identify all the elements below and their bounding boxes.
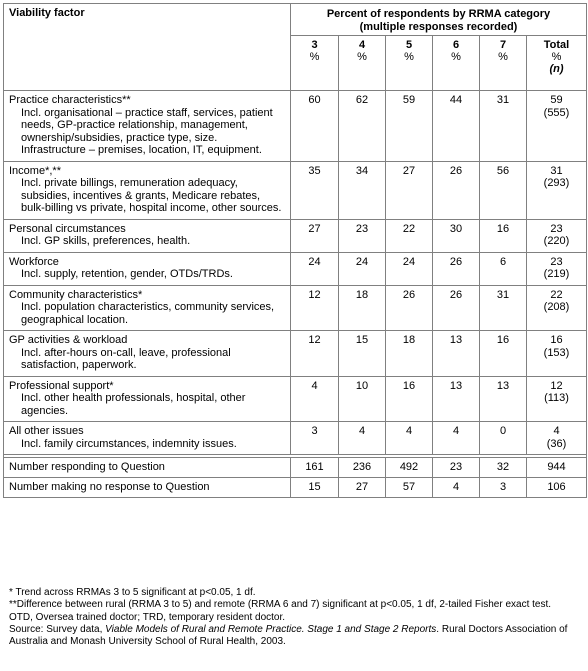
value-cell: 10	[339, 376, 386, 422]
value-cell: 16	[480, 219, 527, 252]
summary-total: 944	[527, 458, 587, 478]
value-cell: 30	[433, 219, 480, 252]
viability-table	[3, 3, 587, 498]
summary-label: Number making no response to Question	[4, 478, 291, 498]
factor-detail: Incl. supply, retention, gender, OTDs/TRDs.	[21, 268, 233, 280]
total-n: (113)	[544, 392, 569, 404]
table-row	[4, 252, 587, 285]
factor-detail: Incl. population characteristics, community services, geographical location.	[21, 301, 275, 326]
col-label: 4	[358, 39, 366, 51]
col-header-6	[433, 36, 480, 91]
factor-cell	[4, 285, 291, 331]
table-row	[4, 376, 587, 422]
total-cell	[527, 252, 587, 285]
factor-title: All other issues	[9, 425, 84, 437]
summary-row	[4, 478, 587, 498]
footnotes	[9, 587, 584, 648]
source-suffix: . Rural Doctors Association of Australia and Monash University School of Rural Health, 2003.	[9, 623, 568, 648]
value-cell: 26	[386, 285, 433, 331]
summary-value: 161	[291, 458, 339, 478]
percent-title: Percent of respondents by RRMA category	[326, 8, 551, 20]
value-cell: 12	[291, 331, 339, 377]
value-cell: 59	[386, 91, 433, 162]
total-value: 59	[550, 94, 563, 106]
table-row	[4, 161, 587, 219]
summary-total: 106	[527, 478, 587, 498]
col-header-total	[527, 36, 587, 91]
col-label: 6	[452, 39, 460, 51]
factor-title: Personal circumstances	[9, 222, 126, 235]
total-cell	[527, 422, 587, 455]
total-n: (153)	[543, 346, 570, 359]
value-cell: 3	[291, 422, 339, 455]
col-unit: %	[357, 51, 367, 63]
factor-title: GP activities & workload	[9, 334, 128, 346]
value-cell: 31	[480, 91, 527, 162]
footnote-abbreviations: OTD, Oversea trained doctor; TRD, temporary resident doctor.	[9, 611, 286, 623]
value-cell: 16	[386, 376, 433, 422]
total-cell	[527, 219, 587, 252]
table-body	[4, 91, 587, 498]
summary-value: 236	[339, 458, 386, 478]
value-cell: 16	[480, 331, 527, 377]
factor-detail: Incl. GP skills, preferences, health.	[21, 235, 191, 247]
summary-value: 4	[433, 478, 480, 498]
factor-title: Workforce	[9, 255, 59, 268]
value-cell: 24	[291, 252, 339, 285]
total-n: (293)	[543, 177, 570, 189]
value-cell: 18	[386, 331, 433, 377]
value-cell: 23	[339, 219, 386, 252]
total-value: 23	[550, 255, 563, 268]
total-value: 4	[553, 425, 560, 437]
col-header-4	[339, 36, 386, 91]
summary-row	[4, 458, 587, 478]
value-cell: 13	[433, 376, 480, 422]
value-cell: 18	[339, 285, 386, 331]
total-n: (208)	[543, 301, 570, 313]
col-header-3	[291, 36, 339, 91]
total-n: (555)	[543, 106, 570, 119]
factor-cell	[4, 422, 291, 455]
factor-title: Professional support*	[9, 379, 114, 392]
percent-header	[291, 4, 587, 36]
col-unit: %	[309, 51, 320, 63]
total-cell	[527, 91, 587, 162]
value-cell: 62	[339, 91, 386, 162]
value-cell: 24	[386, 252, 433, 285]
percent-subtitle: (multiple responses recorded)	[359, 20, 518, 33]
factor-cell	[4, 219, 291, 252]
factor-detail: Incl. after-hours on-call, leave, professional satisfaction, paperwork.	[21, 346, 231, 371]
total-value: 31	[550, 164, 563, 177]
value-cell: 26	[433, 252, 480, 285]
total-cell	[527, 285, 587, 331]
value-cell: 44	[433, 91, 480, 162]
source-title: Viable Models of Rural and Remote Practice. Stage 1 and Stage 2 Reports	[105, 623, 437, 635]
viability-factor-header: Viability factor	[4, 4, 291, 91]
footnote-difference: **Difference between rural (RRMA 3 to 5) and remote (RRMA 6 and 7) significant at p<0.05, 1 df, 2-tailed Fisher exact test.	[9, 599, 552, 611]
factor-cell	[4, 252, 291, 285]
table-row	[4, 331, 587, 377]
total-cell	[527, 161, 587, 219]
value-cell: 6	[480, 252, 527, 285]
factor-cell	[4, 161, 291, 219]
footnote-source	[9, 624, 584, 649]
footnote-trend: * Trend across RRMAs 3 to 5 significant at p<0.05, 1 df.	[9, 587, 256, 598]
total-value: 23	[550, 222, 563, 235]
factor-detail: Incl. private billings, remuneration adequacy, subsidies, incentives & grants, Medicare rebates, bulk-billing vs private, hospital income, other sources.	[21, 177, 282, 214]
col-header-5	[386, 36, 433, 91]
summary-value: 492	[386, 458, 433, 478]
value-cell: 4	[339, 422, 386, 455]
value-cell: 27	[386, 161, 433, 219]
total-n: (219)	[543, 268, 570, 280]
value-cell: 4	[291, 376, 339, 422]
factor-title: Practice characteristics**	[9, 94, 131, 106]
factor-cell	[4, 91, 291, 162]
summary-value: 23	[433, 458, 480, 478]
value-cell: 34	[339, 161, 386, 219]
factor-cell	[4, 376, 291, 422]
value-cell: 56	[480, 161, 527, 219]
summary-value: 3	[480, 478, 527, 498]
source-prefix: Source: Survey data,	[9, 623, 106, 635]
value-cell: 27	[291, 219, 339, 252]
value-cell: 15	[339, 331, 386, 377]
summary-value: 32	[480, 458, 527, 478]
value-cell: 12	[291, 285, 339, 331]
factor-cell	[4, 331, 291, 377]
col-unit: %	[551, 51, 562, 63]
factor-detail: Incl. organisational – practice staff, services, patient needs, GP-practice relationship, management, ownership/subsidies, practice type, size.	[21, 106, 273, 144]
factor-detail: Incl. family circumstances, indemnity issues.	[21, 437, 237, 450]
header-row-1	[4, 4, 587, 36]
total-cell	[527, 376, 587, 422]
col-n: (n)	[549, 63, 564, 75]
col-header-7	[480, 36, 527, 91]
table-row	[4, 91, 587, 162]
total-value: 22	[550, 288, 563, 301]
summary-label: Number responding to Question	[4, 458, 291, 478]
col-label: 3	[311, 39, 318, 51]
table-row	[4, 422, 587, 455]
factor-title: Community characteristics*	[9, 288, 143, 301]
total-n: (220)	[543, 235, 570, 247]
value-cell: 4	[386, 422, 433, 455]
value-cell: 26	[433, 161, 480, 219]
value-cell: 31	[480, 285, 527, 331]
col-unit: %	[498, 51, 508, 63]
value-cell: 0	[480, 422, 527, 455]
value-cell: 60	[291, 91, 339, 162]
col-label: 5	[405, 39, 413, 51]
total-n: (36)	[546, 437, 567, 450]
value-cell: 24	[339, 252, 386, 285]
value-cell: 13	[480, 376, 527, 422]
total-value: 12	[550, 379, 563, 392]
total-cell	[527, 331, 587, 377]
col-label: 7	[499, 39, 507, 51]
value-cell: 26	[433, 285, 480, 331]
factor-title: Income*,**	[9, 164, 61, 177]
value-cell: 35	[291, 161, 339, 219]
table-row	[4, 219, 587, 252]
summary-value: 57	[386, 478, 433, 498]
col-unit: %	[451, 51, 461, 63]
col-unit: %	[404, 51, 414, 63]
factor-detail: Infrastructure – premises, location, IT, equipment.	[21, 144, 262, 156]
total-value: 16	[550, 334, 563, 346]
factor-detail: Incl. other health professionals, hospital, other agencies.	[21, 392, 246, 417]
table-row	[4, 285, 587, 331]
value-cell: 4	[433, 422, 480, 455]
summary-value: 15	[291, 478, 339, 498]
col-label: Total	[543, 39, 570, 51]
summary-value: 27	[339, 478, 386, 498]
value-cell: 22	[386, 219, 433, 252]
value-cell: 13	[433, 331, 480, 377]
